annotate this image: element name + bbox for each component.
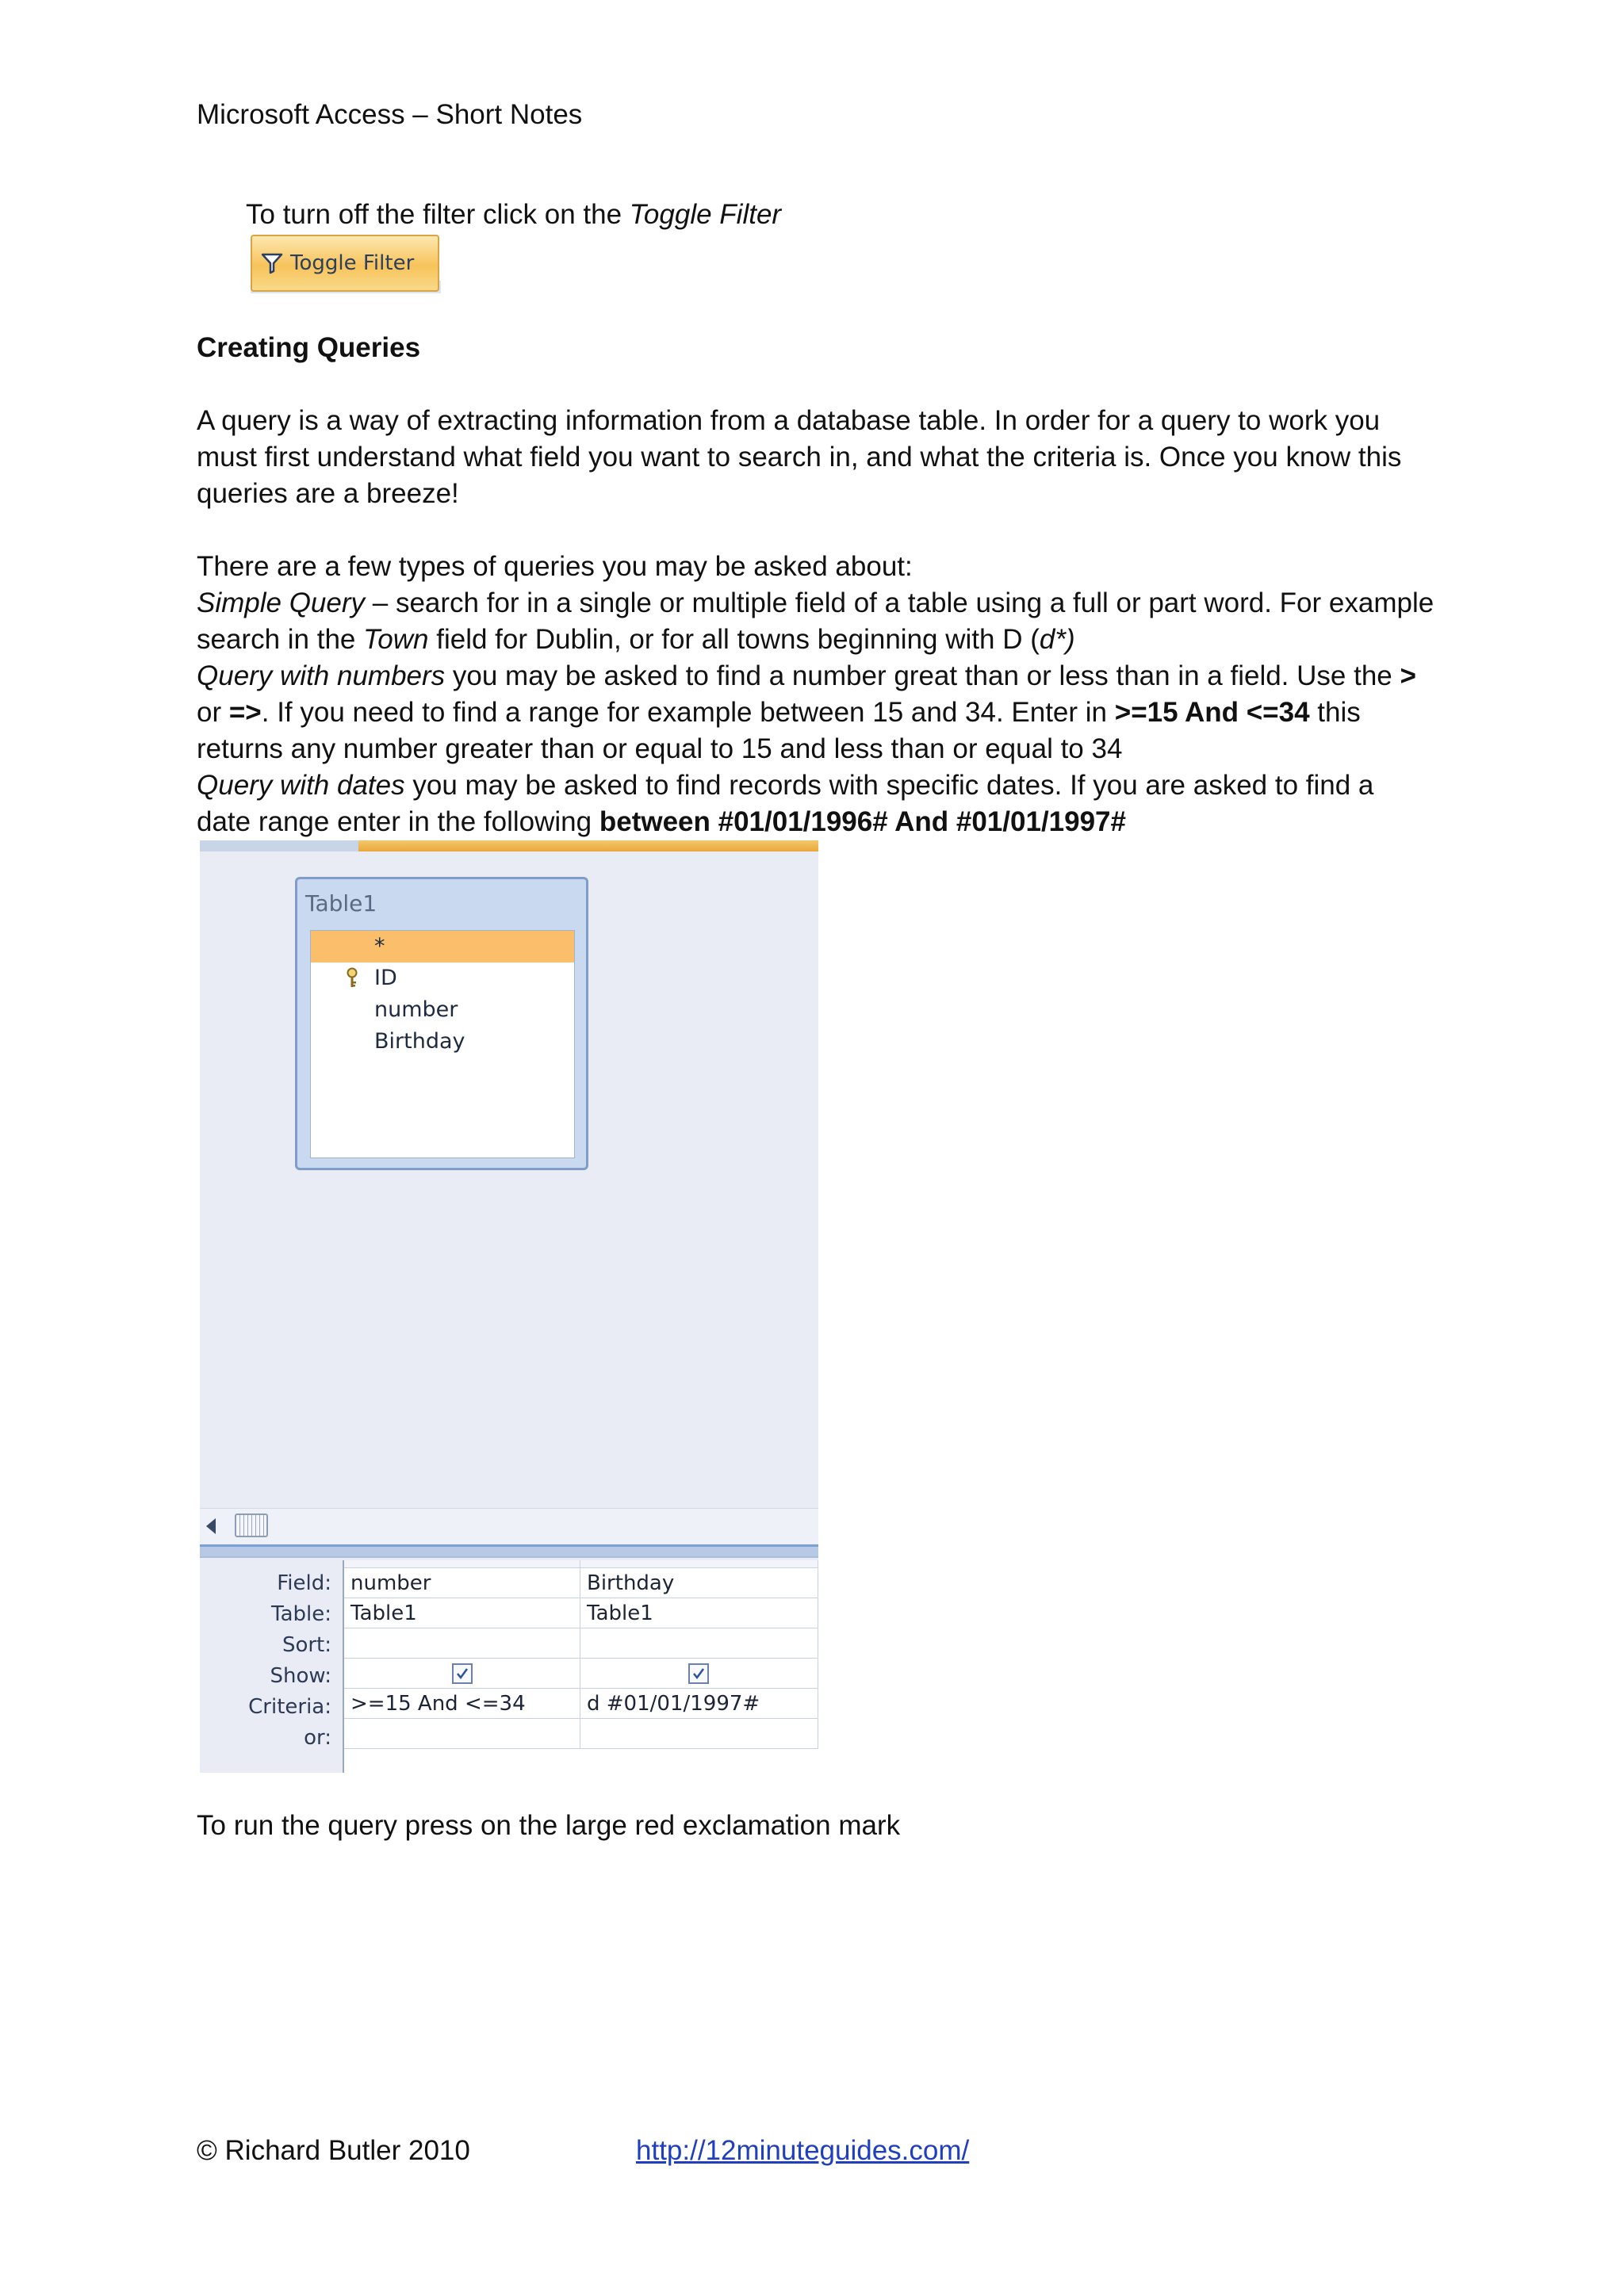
table-field-list[interactable] xyxy=(295,877,588,1170)
wildcard-example: d*) xyxy=(1039,624,1075,655)
query-design-screenshot xyxy=(200,840,818,1773)
show-checkbox[interactable] xyxy=(688,1663,709,1684)
grid-cell-table[interactable]: Table1 xyxy=(580,1598,818,1628)
horizontal-scrollbar[interactable] xyxy=(200,1508,818,1544)
grid-label-show: Show: xyxy=(270,1664,331,1688)
checkmark-icon xyxy=(691,1667,706,1681)
grid-label-or: or: xyxy=(304,1726,331,1750)
column-selector[interactable] xyxy=(580,1560,818,1568)
field-label: ID xyxy=(374,966,397,990)
funnel-icon xyxy=(260,251,284,275)
grid-label-table: Table: xyxy=(271,1602,331,1626)
dates-query-line-2 xyxy=(197,804,1126,840)
checkmark-icon xyxy=(455,1667,469,1681)
numbers-range-example: >=15 And <=34 xyxy=(1114,697,1310,728)
simple-query-text-a: search in the xyxy=(197,624,364,655)
field-list xyxy=(310,930,575,1158)
dates-query-label: Query with dates xyxy=(197,770,405,801)
grid-cell-field[interactable]: number xyxy=(344,1568,580,1598)
filter-instruction-text: To turn off the filter click on the xyxy=(246,199,630,230)
grid-label-criteria: Criteria: xyxy=(248,1695,331,1719)
field-item-number[interactable] xyxy=(311,994,574,1026)
grid-cell-table[interactable]: Table1 xyxy=(344,1598,580,1628)
grid-cell-field[interactable]: Birthday xyxy=(580,1568,818,1598)
numbers-text-c: this xyxy=(1309,697,1361,728)
dates-range-example: between #01/01/1996# And #01/01/1997# xyxy=(599,806,1126,837)
town-field-name: Town xyxy=(363,624,429,655)
simple-query-text-b: field for Dublin, or for all towns beginning with D ( xyxy=(428,624,1040,655)
dates-query-line-1 xyxy=(197,767,1373,804)
field-item-id[interactable] xyxy=(311,962,574,994)
grid-cell-or[interactable] xyxy=(580,1719,818,1749)
tab-strip-left xyxy=(200,840,358,851)
design-grid-row-labels xyxy=(200,1568,343,1773)
grid-cell-criteria[interactable]: d #01/01/1997# xyxy=(580,1689,818,1719)
grid-label-field: Field: xyxy=(277,1571,331,1595)
run-query-note: To run the query press on the large red exclamation mark xyxy=(197,1810,901,1841)
column-selector[interactable] xyxy=(344,1560,580,1568)
field-label: * xyxy=(374,934,385,959)
grid-cell-show[interactable] xyxy=(344,1659,580,1689)
page-header-title: Microsoft Access – Short Notes xyxy=(197,99,583,130)
numbers-text-b: . If you need to find a range for example between 15 and 34. Enter in xyxy=(261,697,1115,728)
simple-query-line-2 xyxy=(197,622,1075,658)
field-item-all[interactable] xyxy=(311,931,574,962)
numbers-query-line-3: returns any number greater than or equal to 15 and less than or equal to 34 xyxy=(197,733,1123,764)
toggle-filter-button[interactable] xyxy=(251,235,439,292)
grid-cell-criteria[interactable]: >=15 And <=34 xyxy=(344,1689,580,1719)
numbers-text-a: or xyxy=(197,697,229,728)
section-heading: Creating Queries xyxy=(197,332,421,363)
types-intro: There are a few types of queries you may be asked about: xyxy=(197,551,913,582)
intro-line-3: queries are a breeze! xyxy=(197,478,459,509)
footer-copyright: © Richard Butler 2010 xyxy=(197,2135,470,2166)
simple-query-label: Simple Query xyxy=(197,587,366,618)
simple-query-line-1 xyxy=(197,585,1434,622)
toggle-filter-label: Toggle Filter xyxy=(290,251,415,275)
simple-query-desc: – search for in a single or multiple field of a table using a full or part word. For example xyxy=(365,587,1434,618)
design-grid xyxy=(343,1560,818,1773)
dates-query-desc: you may be asked to find records with specific dates. If you are asked to find a xyxy=(404,770,1374,801)
grid-cell-or[interactable] xyxy=(344,1719,580,1749)
intro-line-2: must first understand what field you want to search in, and what the criteria is. Once you know this xyxy=(197,442,1402,473)
filter-instruction xyxy=(246,197,781,233)
numbers-query-line-1 xyxy=(197,658,1416,695)
field-label: Birthday xyxy=(374,1029,465,1054)
gte-symbol: => xyxy=(228,697,262,728)
scroll-thumb[interactable] xyxy=(235,1513,268,1537)
numbers-query-label: Query with numbers xyxy=(197,660,446,691)
grid-label-sort: Sort: xyxy=(282,1633,331,1657)
grid-cell-sort[interactable] xyxy=(344,1628,580,1659)
grid-cell-sort[interactable] xyxy=(580,1628,818,1659)
intro-line-1: A query is a way of extracting information from a database table. In order for a query to work you xyxy=(197,405,1381,436)
scroll-left-arrow-icon[interactable] xyxy=(206,1518,216,1534)
numbers-query-line-2 xyxy=(197,695,1361,731)
field-label: number xyxy=(374,997,458,1022)
show-checkbox[interactable] xyxy=(452,1663,473,1684)
numbers-query-desc: you may be asked to find a number great than or less than in a field. Use the xyxy=(445,660,1400,691)
greater-than-symbol: > xyxy=(1400,660,1416,691)
pane-splitter[interactable] xyxy=(200,1544,818,1558)
field-item-birthday[interactable] xyxy=(311,1026,574,1058)
dates-text-a: date range enter in the following xyxy=(197,806,599,837)
filter-instruction-italic: Toggle Filter xyxy=(629,199,782,230)
grid-cell-show[interactable] xyxy=(580,1659,818,1689)
footer-link[interactable]: http://12minuteguides.com/ xyxy=(636,2135,970,2166)
primary-key-icon xyxy=(344,967,360,989)
table-title: Table1 xyxy=(305,890,377,916)
